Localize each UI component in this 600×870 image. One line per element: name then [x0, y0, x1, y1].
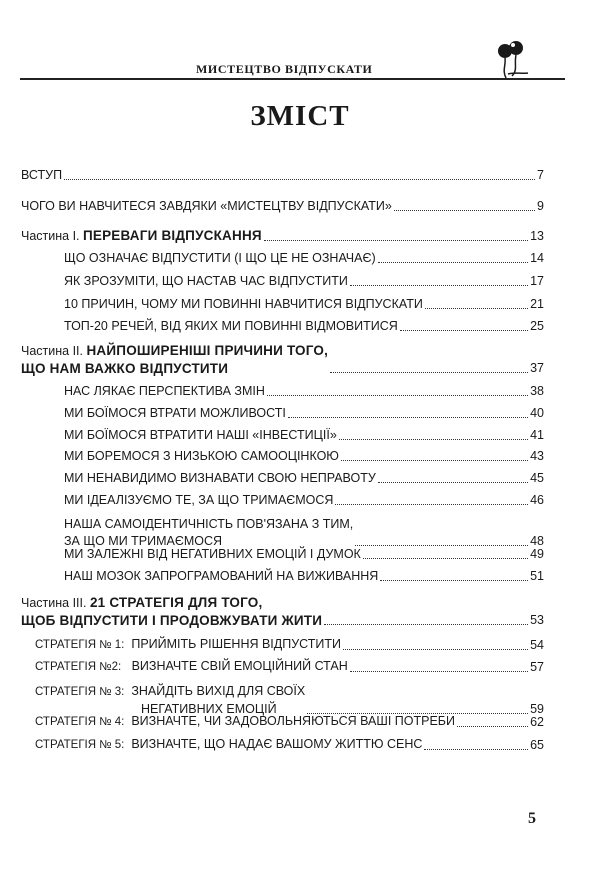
toc-page-number: 59 — [530, 702, 544, 716]
toc-strategy-entry[interactable] — [35, 736, 544, 754]
toc-part-title — [21, 594, 322, 629]
toc-entry[interactable] — [64, 568, 544, 585]
toc-part-1[interactable] — [21, 227, 544, 245]
strategy-title: ПРИЙМІТЬ РІШЕННЯ ВІДПУСТИТИ — [131, 637, 342, 651]
leader-dots — [425, 307, 528, 309]
toc-page-number: 25 — [530, 319, 544, 333]
toc-page-number: 37 — [530, 361, 544, 375]
toc-page-number: 51 — [530, 569, 544, 583]
toc-entry[interactable] — [64, 273, 544, 290]
leader-dots — [394, 209, 535, 211]
toc-page-number: 7 — [537, 168, 544, 182]
strategy-label: СТРАТЕГІЯ № 5: — [35, 739, 125, 751]
toc-part-3[interactable] — [21, 594, 544, 629]
leader-dots — [341, 459, 528, 461]
leader-dots — [378, 261, 528, 263]
toc-page-number: 14 — [530, 251, 544, 265]
toc-part-title — [21, 227, 262, 245]
toc-strategy-entry[interactable] — [35, 636, 544, 654]
toc-entry-title: НАШ МОЗОК ЗАПРОГРАМОВАНИЙ НА ВИЖИВАННЯ — [64, 569, 379, 583]
toc-strategy-entry[interactable] — [35, 658, 544, 676]
part-label: Частина III. — [21, 596, 87, 610]
toc-page-number: 43 — [530, 449, 544, 463]
part-heading-continued: ЩОБ ВІДПУСТИТИ І ПРОДОВЖУВАТИ ЖИТИ — [21, 613, 323, 628]
toc-entry-title: ЩО ОЗНАЧАЄ ВІДПУСТИТИ (І ЩО ЦЕ НЕ ОЗНАЧАЄ) — [64, 251, 376, 265]
toc-page-number: 45 — [530, 471, 544, 485]
toc-page-number: 17 — [530, 274, 544, 288]
toc-page-number: 40 — [530, 406, 544, 420]
leader-dots — [350, 284, 528, 286]
toc-strategy-entry[interactable] — [35, 713, 544, 731]
toc-page-number: 41 — [530, 428, 544, 442]
toc-entry-title: ЯК ЗРОЗУМІТИ, ЩО НАСТАВ ЧАС ВІДПУСТИТИ — [64, 274, 348, 288]
strategy-title: ВИЗНАЧТЕ, ЧИ ЗАДОВОЛЬНЯЮТЬСЯ ВАШІ ПОТРЕБИ — [131, 714, 455, 728]
toc-page-number: 54 — [530, 638, 544, 652]
leader-dots — [343, 648, 528, 650]
toc-entry[interactable] — [64, 318, 544, 335]
toc-page-number: 13 — [530, 229, 544, 243]
toc-page-number: 65 — [530, 738, 544, 752]
part-label: Частина I. — [21, 229, 80, 243]
leader-dots — [363, 557, 528, 559]
toc-entry-title: НАС ЛЯКАЄ ПЕРСПЕКТИВА ЗМІН — [64, 384, 265, 398]
leader-dots — [264, 239, 528, 241]
toc-entry-title: МИ БОЇМОСЯ ВТРАТИ МОЖЛИВОСТІ — [64, 406, 286, 420]
leader-dots — [288, 416, 528, 418]
toc-entry-title: ЧОГО ВИ НАВЧИТЕСЯ ЗАВДЯКИ «МИСТЕЦТВУ ВІДПУСКАТИ» — [21, 199, 392, 213]
leader-dots — [400, 329, 528, 331]
toc-page-number: 9 — [537, 199, 544, 213]
part-label: Частина II. — [21, 344, 83, 358]
page-number: 5 — [528, 810, 536, 827]
toc-entry-learn[interactable] — [21, 198, 544, 215]
toc-entry[interactable] — [64, 383, 544, 400]
toc-entry-title: 10 ПРИЧИН, ЧОМУ МИ ПОВИННІ НАВЧИТИСЯ ВІДПУСКАТИ — [64, 297, 423, 311]
toc-entry-title — [64, 516, 353, 550]
running-title: МИСТЕЦТВО ВІДПУСКАТИ — [196, 62, 373, 76]
toc-entry[interactable] — [64, 296, 544, 313]
toc-entry-title: МИ БОЇМОСЯ ВТРАТИТИ НАШІ «ІНВЕСТИЦІЇ» — [64, 428, 337, 442]
toc-page-number: 57 — [530, 660, 544, 674]
leader-dots — [324, 623, 528, 625]
leader-dots — [350, 670, 528, 672]
toc-page-number: 46 — [530, 493, 544, 507]
leader-dots — [457, 725, 528, 727]
toc-page-number: 53 — [530, 613, 544, 627]
toc-entry[interactable] — [64, 427, 544, 444]
toc-entry-title: МИ ІДЕАЛІЗУЄМО ТЕ, ЗА ЩО ТРИМАЄМОСЯ — [64, 493, 334, 507]
strategy-title: ВИЗНАЧТЕ СВІЙ ЕМОЦІЙНИЙ СТАН — [131, 659, 348, 673]
toc-entry[interactable] — [64, 405, 544, 422]
toc-entry[interactable] — [64, 516, 544, 550]
toc-entry-title: МИ БОРЕМОСЯ З НИЗЬКОЮ САМООЦІНКОЮ — [64, 449, 339, 463]
toc-page-number: 48 — [530, 534, 544, 548]
strategy-title: ВИЗНАЧТЕ, ЩО НАДАЄ ВАШОМУ ЖИТТЮ СЕНС — [131, 737, 423, 751]
part-heading-continued: ЩО НАМ ВАЖКО ВІДПУСТИТИ — [21, 361, 229, 376]
part-heading: ПЕРЕВАГИ ВІДПУСКАННЯ — [83, 228, 262, 243]
toc-entry[interactable] — [64, 492, 544, 509]
part-heading: НАЙПОШИРЕНІШІ ПРИЧИНИ ТОГО, — [86, 343, 329, 358]
leader-dots — [335, 503, 528, 505]
toc-entry-title: ТОП-20 РЕЧЕЙ, ВІД ЯКИХ МИ ПОВИННІ ВІДМОВИТИСЯ — [64, 319, 398, 333]
toc-entry-title — [35, 713, 455, 731]
toc-entry-title-line: ЗА ЩО МИ ТРИМАЄМОСЯ — [64, 534, 223, 548]
toc-entry[interactable] — [64, 250, 544, 267]
strategy-label: СТРАТЕГІЯ № 4: — [35, 716, 125, 728]
leader-dots — [64, 178, 535, 180]
toc-part-2[interactable] — [21, 342, 544, 377]
toc-entry[interactable] — [64, 546, 544, 563]
leader-dots — [267, 394, 528, 396]
toc-part-title — [21, 342, 328, 377]
strategy-title-continued: НЕГАТИВНИХ ЕМОЦІЙ — [141, 702, 277, 716]
toc-page-number: 21 — [530, 297, 544, 311]
toc-entry-title — [35, 736, 422, 754]
strategy-label: СТРАТЕГІЯ № 1: — [35, 639, 125, 651]
strategy-title: ЗНАЙДІТЬ ВИХІД ДЛЯ СВОЇХ — [131, 684, 306, 698]
strategy-label: СТРАТЕГІЯ № 3: — [35, 686, 125, 698]
toc-page-number: 62 — [530, 715, 544, 729]
toc-page-number: 38 — [530, 384, 544, 398]
part-heading: 21 СТРАТЕГІЯ ДЛЯ ТОГО, — [89, 595, 263, 610]
toc-entry-title: ВСТУП — [21, 168, 63, 182]
page-title: ЗМІСТ — [250, 100, 350, 132]
toc-entry-title — [35, 658, 348, 676]
toc-entry-intro[interactable] — [21, 167, 544, 184]
leader-dots — [380, 579, 528, 581]
strategy-label: СТРАТЕГІЯ №2: — [35, 661, 122, 673]
toc-entry-title — [35, 636, 341, 654]
toc-entry-title: МИ ЗАЛЕЖНІ ВІД НЕГАТИВНИХ ЕМОЦІЙ І ДУМОК — [64, 547, 361, 561]
leader-dots — [330, 371, 528, 373]
leader-dots — [378, 481, 528, 483]
toc-entry-title-line: НАША САМОІДЕНТИЧНІСТЬ ПОВ'ЯЗАНА З ТИМ, — [64, 517, 354, 531]
toc-entry-title: МИ НЕНАВИДИМО ВИЗНАВАТИ СВОЮ НЕПРАВОТУ — [64, 471, 376, 485]
leader-dots — [424, 748, 528, 750]
toc-entry[interactable] — [64, 470, 544, 487]
toc-entry[interactable] — [64, 448, 544, 465]
toc-page-number: 49 — [530, 547, 544, 561]
leader-dots — [339, 438, 528, 440]
